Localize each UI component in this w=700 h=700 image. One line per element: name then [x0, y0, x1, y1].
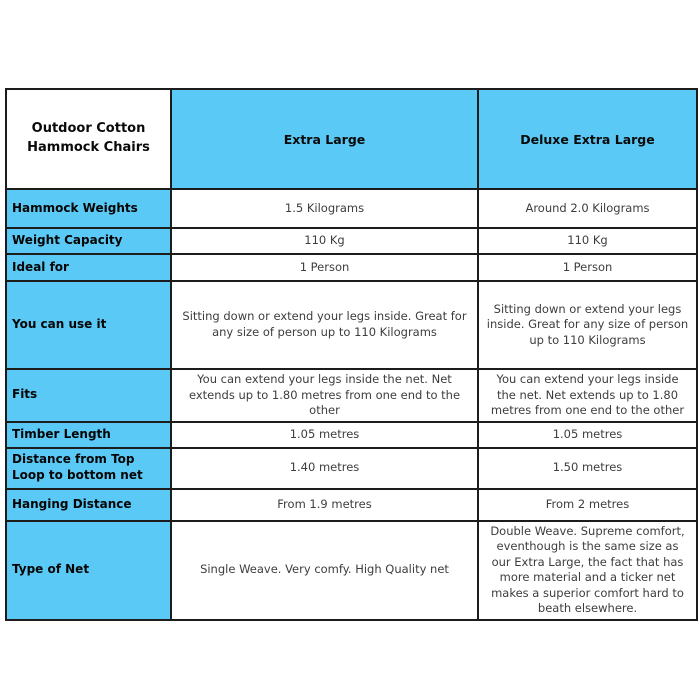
- table-row-type-of-net: [6, 521, 697, 620]
- column-header-extra-large: Extra Large: [171, 89, 478, 189]
- data-cell: From 2 metres: [478, 489, 697, 521]
- row-label: Fits: [6, 369, 171, 422]
- row-label: Weight Capacity: [6, 228, 171, 254]
- table-row-fits: [6, 369, 697, 422]
- data-cell: 1.05 metres: [478, 422, 697, 448]
- corner-header: Outdoor Cotton Hammock Chairs: [6, 89, 171, 189]
- data-cell: Double Weave. Supreme comfort, eventhough is the same size as our Extra Large, the fact that has more material and a ticker net makes a superior comfort hard to beath elsewhere.: [478, 521, 697, 620]
- data-cell: Single Weave. Very comfy. High Quality net: [171, 521, 478, 620]
- row-label: You can use it: [6, 281, 171, 369]
- data-cell: Sitting down or extend your legs inside. Great for any size of person up to 110 Kilograms: [171, 281, 478, 369]
- row-label: Hanging Distance: [6, 489, 171, 521]
- column-header-deluxe-extra-large: Deluxe Extra Large: [478, 89, 697, 189]
- data-cell: Around 2.0 Kilograms: [478, 189, 697, 228]
- row-label: Hammock Weights: [6, 189, 171, 228]
- data-cell: 1.05 metres: [171, 422, 478, 448]
- table-row-weight-capacity: [6, 228, 697, 254]
- data-cell: 1.50 metres: [478, 448, 697, 489]
- header-row: [6, 89, 697, 189]
- data-cell: 1 Person: [478, 254, 697, 281]
- data-cell: 1 Person: [171, 254, 478, 281]
- hammock-comparison-table: [5, 88, 698, 621]
- data-cell: 1.40 metres: [171, 448, 478, 489]
- data-cell: 110 Kg: [171, 228, 478, 254]
- data-cell: 110 Kg: [478, 228, 697, 254]
- table-row-you-can-use-it: [6, 281, 697, 369]
- row-label: Distance from Top Loop to bottom net: [6, 448, 171, 489]
- row-label: Type of Net: [6, 521, 171, 620]
- table-row-hanging-distance: [6, 489, 697, 521]
- table-row-distance-top-loop: [6, 448, 697, 489]
- row-label: Timber Length: [6, 422, 171, 448]
- data-cell: You can extend your legs inside the net. Net extends up to 1.80 metres from one end to the other: [171, 369, 478, 422]
- data-cell: From 1.9 metres: [171, 489, 478, 521]
- table-row-timber-length: [6, 422, 697, 448]
- table-row-ideal-for: [6, 254, 697, 281]
- data-cell: 1.5 Kilograms: [171, 189, 478, 228]
- table-row-hammock-weights: [6, 189, 697, 228]
- data-cell: You can extend your legs inside the net. Net extends up to 1.80 metres from one end to the other: [478, 369, 697, 422]
- row-label: Ideal for: [6, 254, 171, 281]
- data-cell: Sitting down or extend your legs inside. Great for any size of person up to 110 Kilograms: [478, 281, 697, 369]
